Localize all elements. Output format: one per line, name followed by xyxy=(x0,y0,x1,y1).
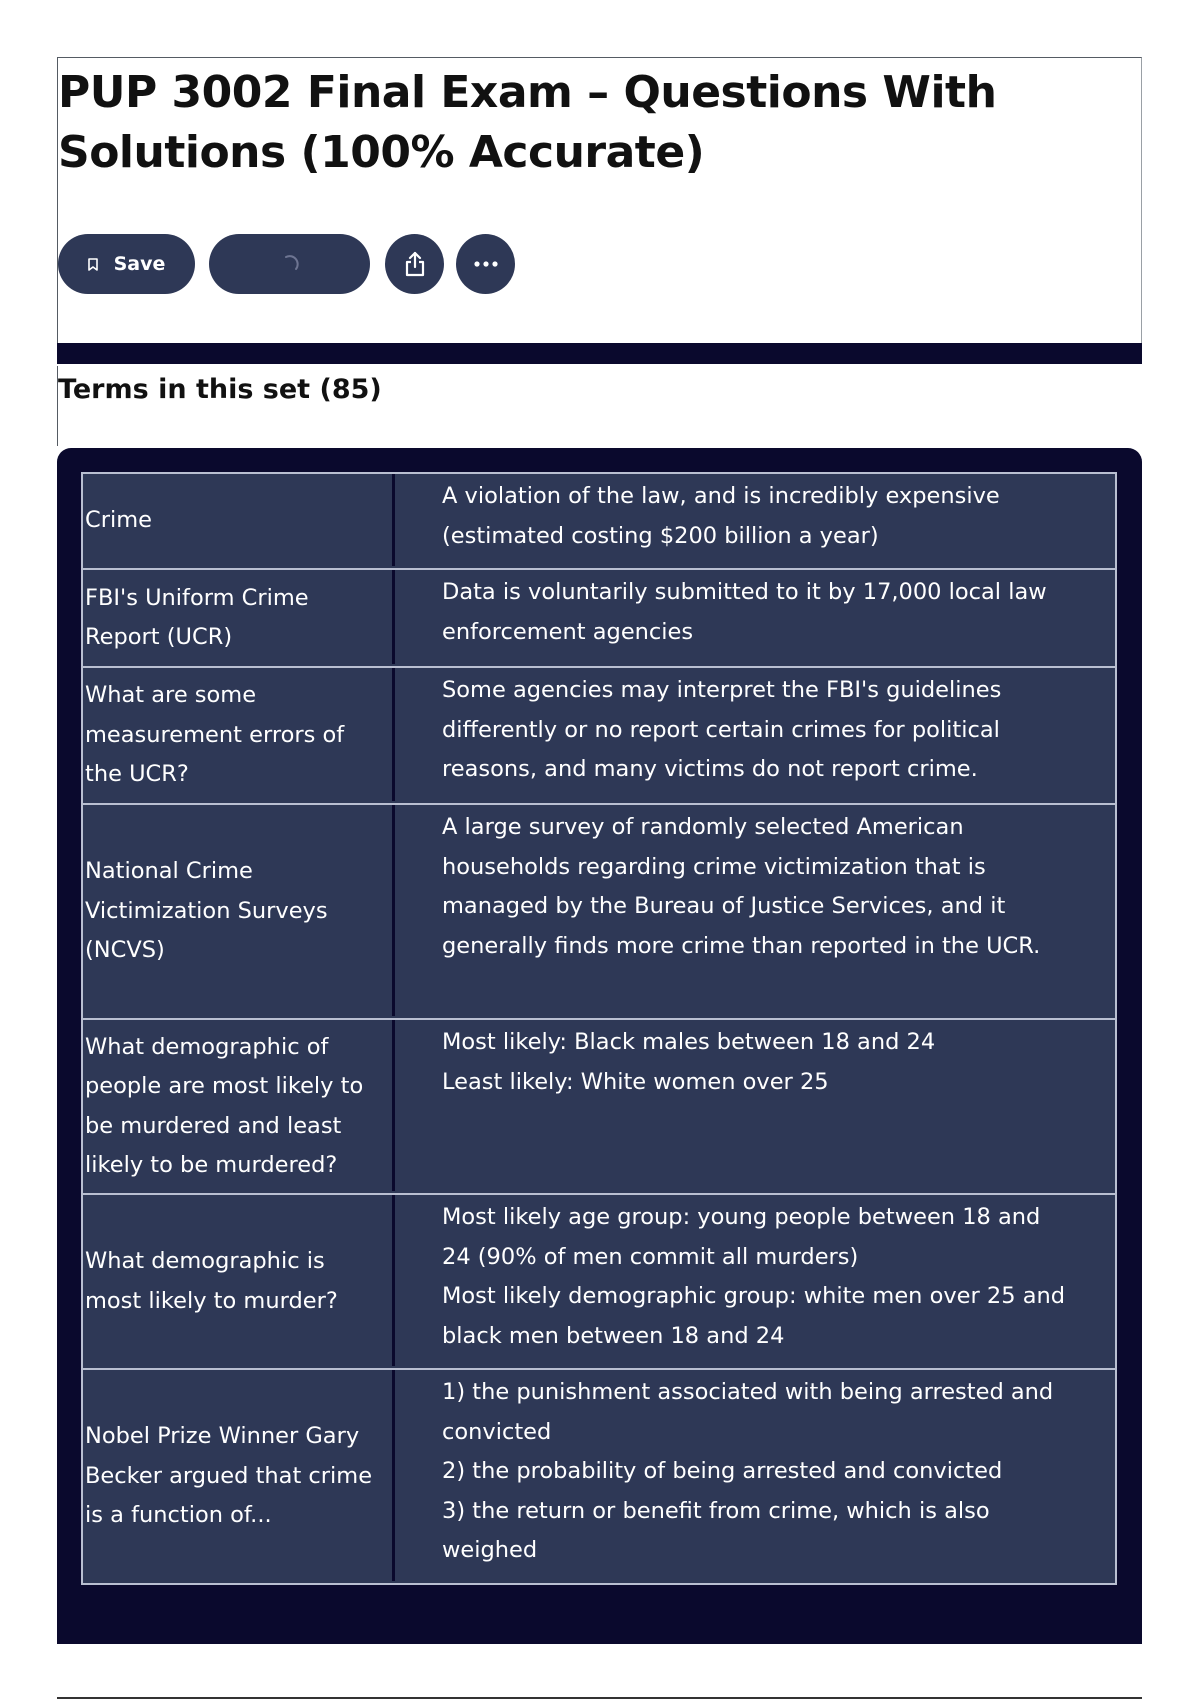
definition-text: Most likely age group: young people between 18 and 24 (90% of men commit all murders) Most likely demographic group: white men over 25 and black men between 18 and 24 xyxy=(392,1195,1115,1366)
header-section xyxy=(57,57,1142,347)
definition-text: A violation of the law, and is incredibly expensive (estimated costing $200 billion a year) xyxy=(392,474,1115,566)
loading-button[interactable] xyxy=(209,234,370,294)
term-text: Crime xyxy=(85,507,152,534)
term-text: National Crime Victimization Surveys (NCVS) xyxy=(85,858,328,964)
header-divider-bar xyxy=(57,343,1142,364)
term-cell xyxy=(82,1369,392,1584)
term-cell xyxy=(82,667,392,804)
term-row[interactable] xyxy=(82,1369,1116,1584)
term-text: What are some measurement errors of the UCR? xyxy=(85,682,345,788)
share-button[interactable] xyxy=(385,234,444,294)
term-text: Nobel Prize Winner Gary Becker argued that crime is a function of... xyxy=(85,1423,373,1529)
definition-cell xyxy=(392,804,1116,1019)
definition-text: A large survey of randomly selected American households regarding crime victimization that is managed by the Bureau of Justice Services, and it generally finds more crime than reported in the UCR. xyxy=(392,805,1115,1016)
page-title: PUP 3002 Final Exam – Questions With Solutions (100% Accurate) xyxy=(58,67,997,178)
term-cell xyxy=(82,473,392,569)
term-text: What demographic is most likely to murder? xyxy=(85,1248,338,1314)
definition-cell xyxy=(392,1194,1116,1369)
terms-heading: Terms in this set (85) xyxy=(58,374,382,405)
spinner-icon xyxy=(279,253,301,275)
terms-section-header xyxy=(57,366,1142,446)
bookmark-icon xyxy=(88,258,98,271)
bottom-divider xyxy=(57,1697,1142,1699)
definition-cell xyxy=(392,667,1116,804)
terms-panel xyxy=(57,448,1142,1644)
definition-text: Data is voluntarily submitted to it by 17,000 local law enforcement agencies xyxy=(392,570,1115,664)
definition-cell xyxy=(392,1369,1116,1584)
terms-table xyxy=(81,472,1117,1585)
share-icon xyxy=(402,250,428,278)
more-options-button[interactable] xyxy=(456,234,515,294)
save-label: Save xyxy=(113,253,166,275)
definition-cell xyxy=(392,1019,1116,1194)
save-button[interactable] xyxy=(58,234,195,294)
definition-cell xyxy=(392,473,1116,569)
definition-cell xyxy=(392,569,1116,667)
more-icon xyxy=(473,260,499,268)
term-row[interactable] xyxy=(82,804,1116,1019)
term-cell xyxy=(82,569,392,667)
definition-text: 1) the punishment associated with being arrested and convicted 2) the probability of being arrested and convicted 3) the return or benefit from crime, which is also weighed xyxy=(392,1370,1115,1581)
definition-text: Some agencies may interpret the FBI's guidelines differently or no report certain crimes for political reasons, and many victims do not report crime. xyxy=(392,668,1115,801)
term-row[interactable] xyxy=(82,1194,1116,1369)
term-row[interactable] xyxy=(82,473,1116,569)
definition-text: Most likely: Black males between 18 and 24 Least likely: White women over 25 xyxy=(392,1020,1115,1191)
term-cell xyxy=(82,804,392,1019)
term-cell xyxy=(82,1019,392,1194)
term-row[interactable] xyxy=(82,1019,1116,1194)
term-row[interactable] xyxy=(82,667,1116,804)
term-row[interactable] xyxy=(82,569,1116,667)
term-cell xyxy=(82,1194,392,1369)
term-text: What demographic of people are most likely to be murdered and least likely to be murdered? xyxy=(85,1033,364,1178)
term-text: FBI's Uniform Crime Report (UCR) xyxy=(85,584,309,650)
